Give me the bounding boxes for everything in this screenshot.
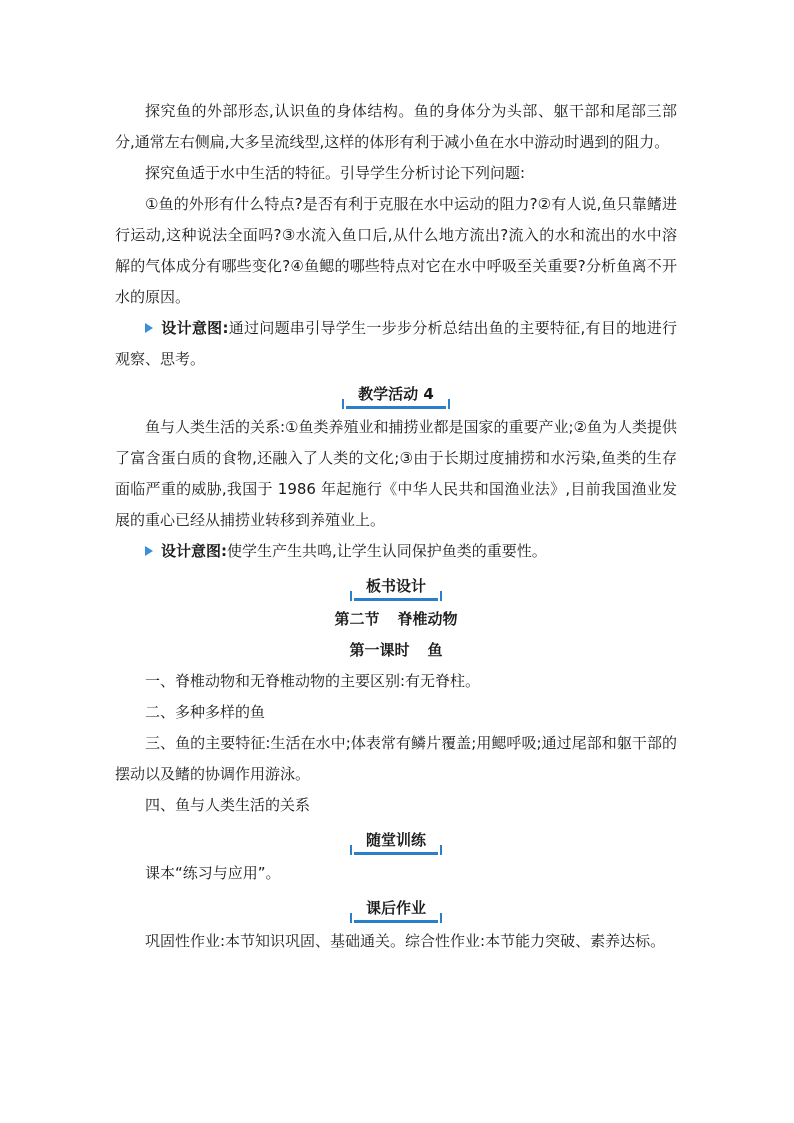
triangle-arrow-icon	[145, 323, 153, 333]
lesson-title: 第一课时 鱼	[349, 641, 443, 659]
board-item-4: 四、鱼与人类生活的关系	[145, 796, 311, 814]
practice-heading: 随堂训练	[115, 825, 677, 856]
design-intent-text: 使学生产生共鸣,让学生认同保护鱼类的重要性。	[227, 542, 547, 560]
design-intent-label: 设计意图:	[161, 542, 227, 560]
board-design-heading: 板书设计	[115, 571, 677, 602]
document-page	[115, 96, 677, 957]
triangle-arrow-icon	[145, 546, 153, 556]
paragraph-fish-form: 探究鱼的外部形态,认识鱼的身体结构。鱼的身体分为头部、躯干部和尾部三部分,通常左右侧扁,大多呈流线型,这样的体形有利于减小鱼在水中游动时遇到的阻力。	[115, 102, 677, 151]
practice-text: 课本“练习与应用”。	[145, 864, 281, 882]
design-intent-label: 设计意图:	[161, 319, 229, 337]
section-title: 第二节 脊椎动物	[334, 610, 458, 628]
board-item-3: 三、鱼的主要特征:生活在水中;体表常有鳞片覆盖;用鳃呼吸;通过尾部和躯干部的摆动以及鳍的协调作用游泳。	[115, 734, 677, 783]
board-item-1: 一、脊椎动物和无脊椎动物的主要区别:有无脊柱。	[145, 672, 481, 690]
homework-heading: 课后作业	[115, 893, 677, 924]
paragraph-fish-and-humans: 鱼与人类生活的关系:①鱼类养殖业和捕捞业都是国家的重要产业;②鱼为人类提供了富含蛋白质的食物,还融入了人类的文化;③由于长期过度捕捞和水污染,鱼类的生存面临严重的威胁,我国于 1986 年起施行《中华人民共和国渔业法》,目前我国渔业发展的重心已经从捕捞业转移到养殖业上。	[115, 418, 678, 529]
design-intent-2	[115, 536, 677, 567]
design-intent-1	[115, 313, 677, 375]
homework-text: 巩固性作业:本节知识巩固、基础通关。综合性作业:本节能力突破、素养达标。	[145, 932, 666, 950]
paragraph-fish-features: 探究鱼适于水中生活的特征。引导学生分析讨论下列问题:	[145, 164, 526, 182]
paragraph-questions: ①鱼的外形有什么特点?是否有利于克服在水中运动的阻力?②有人说,鱼只靠鳍进行运动,这种说法全面吗?③水流入鱼口后,从什么地方流出?流入的水和流出的水中溶解的气体成分有哪些变化?④鱼鳃的哪些特点对它在水中呼吸至关重要?分析鱼离不开水的原因。	[115, 195, 677, 306]
board-item-2: 二、多种多样的鱼	[145, 703, 266, 721]
design-intent-text: 通过问题串引导学生一步步分析总结出鱼的主要特征,有目的地进行观察、思考。	[115, 319, 677, 368]
activity-4-heading: 教学活动 4	[115, 379, 677, 410]
